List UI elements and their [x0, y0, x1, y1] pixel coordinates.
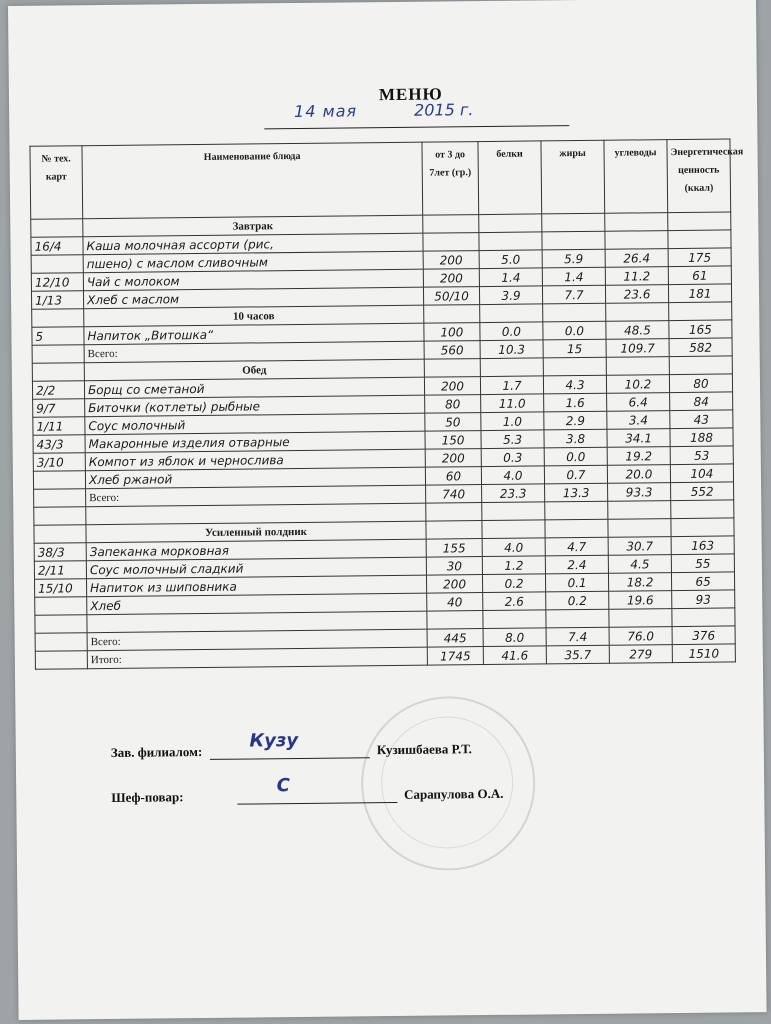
cell-fat: 7.7	[542, 285, 605, 304]
cell-name: Хлеб	[87, 593, 427, 615]
cell-fat	[542, 231, 605, 250]
cell-energy: 84	[670, 392, 733, 411]
cell-carbs: 20.0	[607, 465, 670, 484]
cell-carbs: 93.3	[608, 483, 671, 502]
cell-energy: 163	[671, 536, 734, 555]
cell-name: Запеканка морковная	[86, 539, 426, 561]
head-name: Кузишбаева Р.Т.	[376, 741, 472, 758]
cell-portion: 560	[424, 341, 480, 360]
cell-portion: 30	[426, 557, 482, 576]
cell-portion	[423, 215, 479, 234]
cell-energy: 1510	[672, 644, 735, 663]
cell-portion: 50/10	[423, 287, 479, 306]
cell-protein	[483, 610, 546, 629]
cell-name: Всего:	[84, 341, 424, 363]
cell-energy: 65	[671, 572, 734, 591]
cell-fat: 0.7	[544, 465, 607, 484]
cell-energy	[669, 356, 732, 375]
cell-protein: 8.0	[483, 628, 546, 647]
cell-carbs	[609, 609, 672, 628]
cell-name: Борщ со сметаной	[84, 377, 424, 399]
section-title: Обед	[84, 359, 424, 381]
cell-protein: 4.0	[481, 466, 544, 485]
cell-name: Напиток из шиповника	[87, 575, 427, 597]
cell-protein: 0.0	[480, 322, 543, 341]
cell-fat: 0.2	[546, 591, 609, 610]
cell-portion	[423, 233, 479, 252]
cell-no: 12/10	[31, 273, 83, 292]
chef-name: Сарапулова О.А.	[403, 785, 504, 802]
cell-portion: 740	[426, 485, 482, 504]
cell-energy: 93	[672, 590, 735, 609]
cell-carbs: 30.7	[608, 537, 671, 556]
cell-fat: 1.4	[542, 267, 605, 286]
cell-energy	[668, 230, 731, 249]
cell-carbs: 3.4	[607, 411, 670, 430]
cell-fat: 0.0	[544, 447, 607, 466]
cell-fat: 0.1	[545, 573, 608, 592]
cell-carbs: 23.6	[605, 285, 668, 304]
cell-carbs: 4.5	[608, 555, 671, 574]
cell-protein: 2.6	[483, 592, 546, 611]
cell-protein: 10.3	[480, 340, 543, 359]
cell-protein	[479, 232, 542, 251]
cell-name: Компот из яблок и чернослива	[85, 449, 425, 471]
cell-carbs: 11.2	[605, 267, 668, 286]
cell-name: Всего:	[86, 485, 426, 507]
cell-protein: 0.2	[482, 574, 545, 593]
cell-fat: 0.0	[543, 321, 606, 340]
cell-carbs: 76.0	[609, 627, 672, 646]
cell-portion	[427, 611, 483, 630]
cell-fat	[545, 519, 608, 538]
cell-name: Итого:	[87, 647, 427, 669]
cell-fat: 3.8	[544, 429, 607, 448]
cell-no	[32, 363, 84, 382]
cell-protein: 3.9	[479, 286, 542, 305]
cell-protein	[482, 502, 545, 521]
cell-fat: 2.4	[545, 555, 608, 574]
cell-protein: 5.0	[479, 250, 542, 269]
cell-name: Соус молочный	[85, 413, 425, 435]
cell-no	[34, 507, 86, 526]
cell-energy	[668, 212, 731, 231]
cell-energy: 175	[668, 248, 731, 267]
cell-fat: 13.3	[545, 483, 608, 502]
cell-protein	[480, 304, 543, 323]
stamp-seal-inner	[380, 716, 513, 849]
header-no: № тех. карт	[30, 146, 83, 220]
cell-energy: 582	[669, 338, 732, 357]
section-title: 10 часов	[84, 305, 424, 327]
cell-carbs	[608, 501, 671, 520]
chef-signature-line	[237, 775, 397, 805]
cell-carbs	[608, 519, 671, 538]
cell-portion: 200	[423, 251, 479, 270]
cell-no: 1/11	[33, 417, 85, 436]
cell-no: 5	[32, 327, 84, 346]
cell-name: Соус молочный сладкий	[86, 557, 426, 579]
cell-fat	[543, 357, 606, 376]
cell-portion: 155	[426, 539, 482, 558]
cell-no: 2/2	[32, 381, 84, 400]
cell-energy	[671, 500, 734, 519]
cell-portion: 200	[423, 269, 479, 288]
cell-name: Хлеб ржаной	[85, 467, 425, 489]
cell-no	[32, 309, 84, 328]
cell-no: 1/13	[31, 291, 83, 310]
cell-carbs: 48.5	[606, 321, 669, 340]
cell-portion	[424, 305, 480, 324]
cell-portion: 200	[426, 575, 482, 594]
cell-name: Макаронные изделия отварные	[85, 431, 425, 453]
cell-no: 38/3	[34, 543, 86, 562]
date-line	[264, 100, 569, 129]
cell-no: 43/3	[33, 435, 85, 454]
cell-energy: 43	[670, 410, 733, 429]
cell-no	[32, 345, 84, 364]
header-energy: Энергетическая ценность (ккал)	[667, 139, 731, 213]
cell-name: Хлеб с маслом	[83, 287, 423, 309]
table-header-row	[30, 139, 731, 219]
cell-name: Биточки (котлеты) рыбные	[85, 395, 425, 417]
cell-protein: 4.0	[482, 538, 545, 557]
cell-no: 2/11	[34, 561, 86, 580]
cell-portion: 200	[425, 449, 481, 468]
cell-fat: 1.6	[544, 393, 607, 412]
cell-carbs: 10.2	[606, 375, 669, 394]
cell-no	[31, 219, 83, 238]
cell-fat: 5.9	[542, 249, 605, 268]
cell-protein: 1.7	[480, 376, 543, 395]
cell-energy: 552	[671, 482, 734, 501]
date-day: 14 мая	[294, 101, 358, 122]
cell-no	[34, 489, 86, 508]
cell-portion: 1745	[427, 647, 483, 666]
cell-fat: 15	[543, 339, 606, 358]
cell-no: 15/10	[35, 579, 87, 598]
header-fat: жиры	[541, 140, 605, 214]
cell-portion: 100	[424, 323, 480, 342]
menu-table	[29, 138, 744, 669]
cell-energy: 53	[670, 446, 733, 465]
cell-carbs: 34.1	[607, 429, 670, 448]
cell-no	[34, 525, 86, 544]
cell-fat	[545, 501, 608, 520]
section-title: Завтрак	[83, 215, 423, 237]
cell-energy: 165	[669, 320, 732, 339]
cell-protein: 11.0	[481, 394, 544, 413]
section-title: Усиленный полдник	[86, 521, 426, 543]
cell-no	[35, 615, 87, 634]
cell-portion: 150	[425, 431, 481, 450]
cell-protein	[479, 214, 542, 233]
cell-carbs: 19.2	[607, 447, 670, 466]
document-sheet	[8, 0, 767, 1020]
cell-name: Каша молочная ассорти (рис,	[83, 233, 423, 255]
cell-fat	[546, 609, 609, 628]
cell-fat: 2.9	[544, 411, 607, 430]
cell-no: 9/7	[33, 399, 85, 418]
cell-carbs: 26.4	[605, 249, 668, 268]
cell-name: Чай с молоком	[83, 269, 423, 291]
cell-energy: 376	[672, 626, 735, 645]
cell-protein	[480, 358, 543, 377]
chef-label: Шеф-повар:	[111, 789, 184, 805]
header-carbs: углеводы	[604, 140, 668, 214]
cell-energy	[672, 608, 735, 627]
cell-protein: 41.6	[483, 646, 546, 665]
menu-body	[31, 212, 736, 669]
cell-no	[35, 597, 87, 616]
cell-carbs: 18.2	[608, 573, 671, 592]
cell-carbs: 6.4	[607, 393, 670, 412]
cell-name: пшено) с маслом сливочным	[83, 251, 423, 273]
cell-energy: 61	[668, 266, 731, 285]
cell-energy	[671, 518, 734, 537]
cell-energy: 55	[671, 554, 734, 573]
cell-no	[31, 255, 83, 274]
cell-name: Всего:	[87, 629, 427, 651]
cell-carbs: 279	[609, 645, 672, 664]
cell-protein: 23.3	[482, 484, 545, 503]
cell-carbs	[605, 231, 668, 250]
cell-portion: 80	[425, 395, 481, 414]
cell-name: Напиток „Витошка“	[84, 323, 424, 345]
cell-fat: 4.7	[545, 537, 608, 556]
cell-no	[35, 651, 87, 670]
cell-energy: 181	[668, 284, 731, 303]
chef-signature: С	[276, 775, 291, 797]
cell-fat: 35.7	[546, 645, 609, 664]
cell-carbs	[605, 213, 668, 232]
cell-energy: 188	[670, 428, 733, 447]
date-year: 2015 г.	[414, 100, 474, 120]
cell-portion	[426, 503, 482, 522]
cell-portion: 445	[427, 629, 483, 648]
cell-protein	[482, 520, 545, 539]
cell-protein: 1.0	[481, 412, 544, 431]
head-signature: Кузу	[249, 730, 299, 752]
cell-fat: 4.3	[543, 375, 606, 394]
cell-no: 3/10	[33, 453, 85, 472]
cell-protein: 1.2	[482, 556, 545, 575]
cell-portion: 60	[425, 467, 481, 486]
header-protein: белки	[478, 141, 542, 215]
cell-portion: 200	[424, 377, 480, 396]
cell-energy	[669, 302, 732, 321]
cell-carbs: 19.6	[609, 591, 672, 610]
cell-fat	[543, 303, 606, 322]
cell-energy: 80	[669, 374, 732, 393]
cell-carbs	[606, 303, 669, 322]
cell-portion: 50	[425, 413, 481, 432]
cell-protein: 0.3	[481, 448, 544, 467]
cell-carbs: 109.7	[606, 339, 669, 358]
cell-protein: 5.3	[481, 430, 544, 449]
cell-fat	[542, 213, 605, 232]
header-name: Наименование блюда	[82, 142, 423, 219]
cell-fat: 7.4	[546, 627, 609, 646]
cell-portion	[424, 359, 480, 378]
cell-no: 16/4	[31, 237, 83, 256]
cell-no	[33, 471, 85, 490]
page-title: МЕНЮ	[378, 84, 443, 105]
head-label: Зав. филиалом:	[110, 744, 203, 760]
header-portion: от 3 до 7лет (гр.)	[422, 142, 479, 216]
cell-energy: 104	[670, 464, 733, 483]
cell-no	[35, 633, 87, 652]
cell-portion: 40	[427, 593, 483, 612]
cell-carbs	[606, 357, 669, 376]
cell-portion	[426, 521, 482, 540]
cell-protein: 1.4	[479, 268, 542, 287]
head-signature-line	[209, 730, 369, 760]
